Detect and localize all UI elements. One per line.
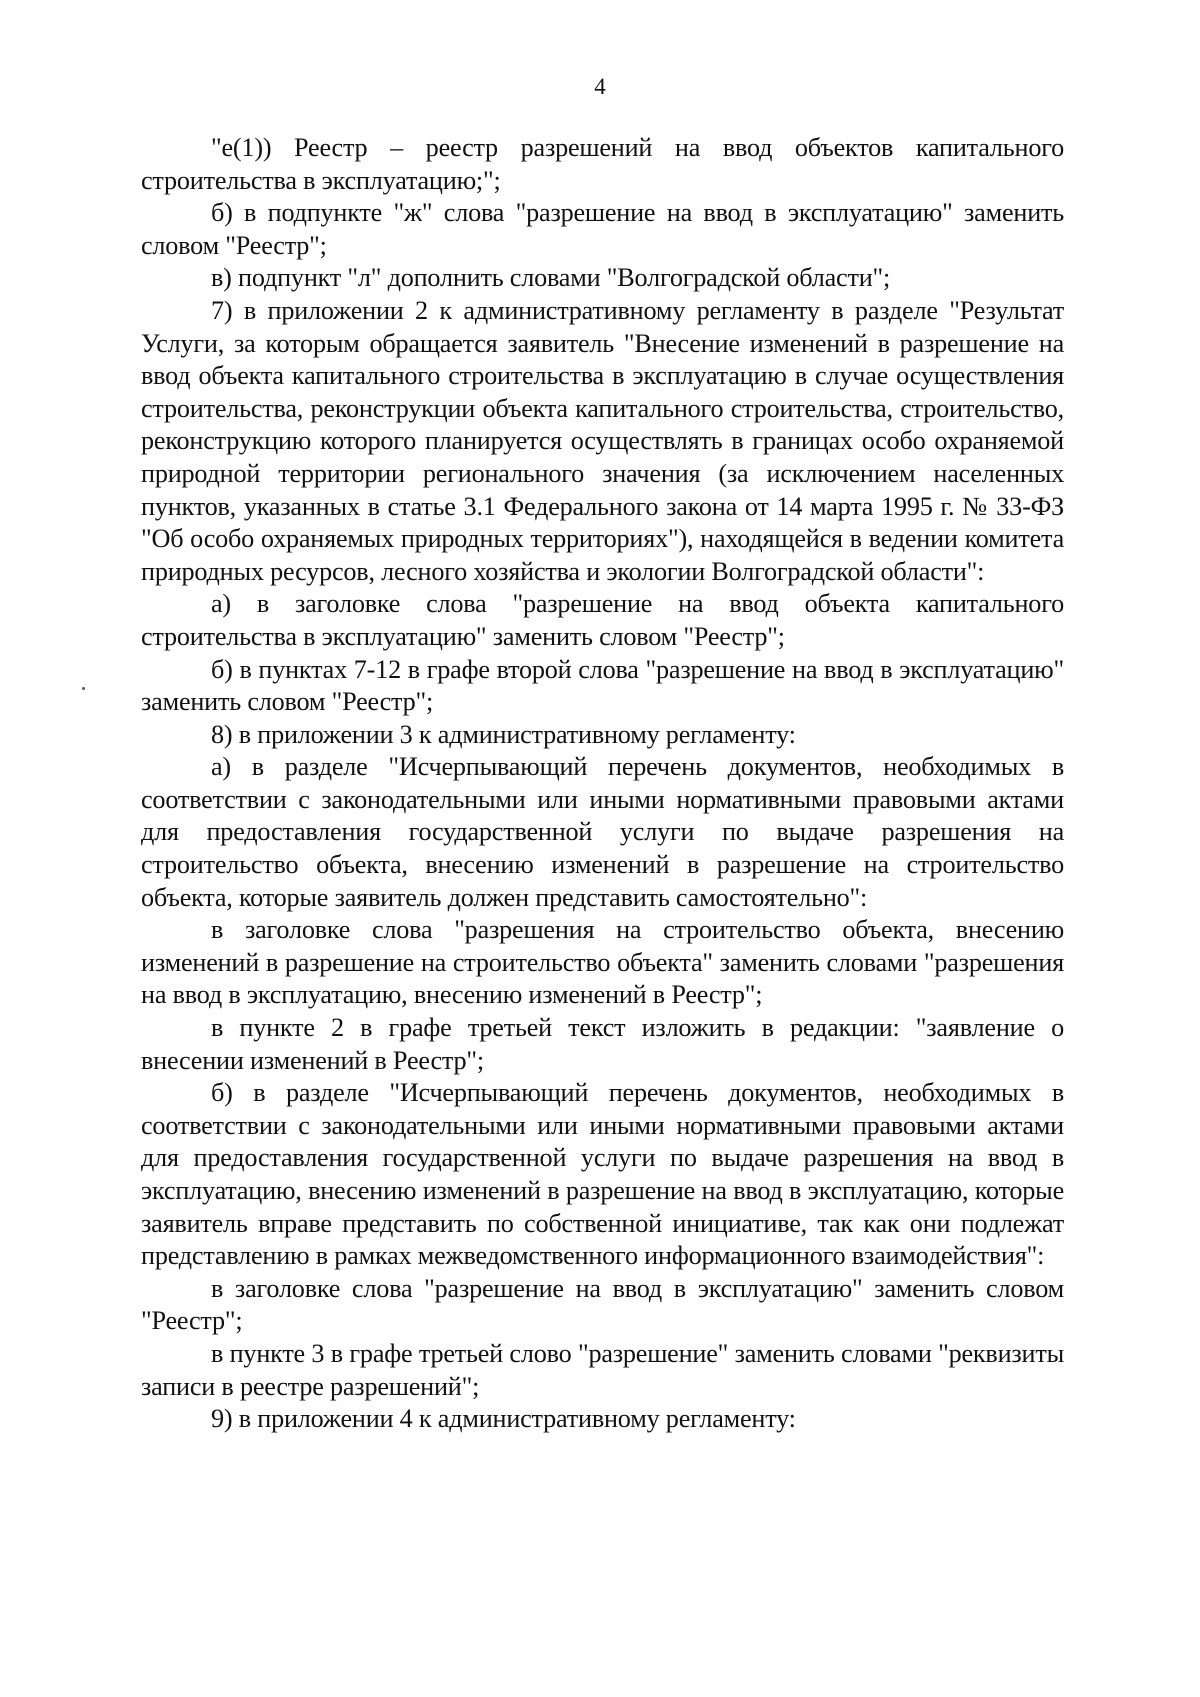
paragraph-e1-definition: "е(1)) Реестр – реестр разрешений на ввод объектов капитального строительства в эксплуатацию;"; xyxy=(141,133,1064,195)
paragraph-v-subitem-l: в) подпункт "л" дополнить словами "Волгоградской области"; xyxy=(211,263,891,293)
paragraph-9-appendix-4: 9) в приложении 4 к административному регламенту: xyxy=(211,1404,796,1434)
paragraph-8-appendix-3: 8) в приложении 3 к административному регламенту: xyxy=(211,719,796,749)
paragraph-7-appendix-2: 7) в приложении 2 к административному регламенту в разделе "Результат Услуги, за которым обращается заявитель "Внесение изменений в разрешение на ввод объекта капитального строительства в эксплуатацию в случае осуществления строительства, реконструкции объекта капитального строительства, строительство, реконструкцию которого планируется осуществлять в границах особо охраняемой природной территории регионального значения (за исключением населенных пунктов, указанных в статье 3.1 Федерального закона от 14 марта 1995 г. № 33-ФЗ "Об особо охраняемых природных территориях"), находящейся в ведении комитета природных ресурсов, лесного хозяйства и экологии Волгоградской области": xyxy=(141,295,1064,586)
paragraph-8a-item-2: в пункте 2 в графе третьей текст изложить в редакции: "заявление о внесении изменений в Реестр"; xyxy=(141,1013,1064,1075)
paragraph-8b-section: б) в разделе "Исчерпывающий перечень документов, необходимых в соответствии с законодательными или иными нормативными правовыми актами для предоставления государственной услуги по выдаче разрешения на ввод в эксплуатацию, внесению изменений в разрешение на ввод в эксплуатацию, которые заявитель вправе представить по собственной инициативе, так как они подлежат представлению в рамках межведомственного информационного взаимодействия": xyxy=(141,1078,1064,1271)
paragraph-8a-section: а) в разделе "Исчерпывающий перечень документов, необходимых в соответствии с законодательными или иными нормативными правовыми актами для предоставления государственной услуги по выдаче разрешения на строительство объекта, внесению изменений в разрешение на строительство объекта, которые заявитель должен представить самостоятельно": xyxy=(141,752,1064,912)
paragraph-8b-heading-change: в заголовке слова "разрешение на ввод в эксплуатацию" заменить словом "Реестр"; xyxy=(141,1273,1064,1336)
paragraph-7a-heading: а) в заголовке слова "разрешение на ввод объекта капитального строительства в эксплуатацию" заменить словом "Реестр"; xyxy=(141,589,1064,651)
scan-speck xyxy=(82,687,85,690)
paragraph-b-subitem-zh: б) в подпункте "ж" слова "разрешение на ввод в эксплуатацию" заменить словом "Реестр"; xyxy=(141,198,1064,260)
paragraph-7b-items: б) в пунктах 7-12 в графе второй слова "разрешение на ввод в эксплуатацию" заменить словом "Реестр"; xyxy=(141,654,1064,717)
paragraph-8b-item-3: в пункте 3 в графе третьей слово "разрешение" заменить словами "реквизиты записи в реестре разрешений"; xyxy=(141,1338,1064,1401)
paragraph-8a-heading-change: в заголовке слова "разрешения на строительство объекта, внесению изменений в разрешение на строительство объекта" заменить словами "разрешения на ввод в эксплуатацию, внесению изменений в Реестр"; xyxy=(141,915,1064,1010)
document-body xyxy=(141,132,1064,1436)
page-number: 4 xyxy=(594,74,606,99)
